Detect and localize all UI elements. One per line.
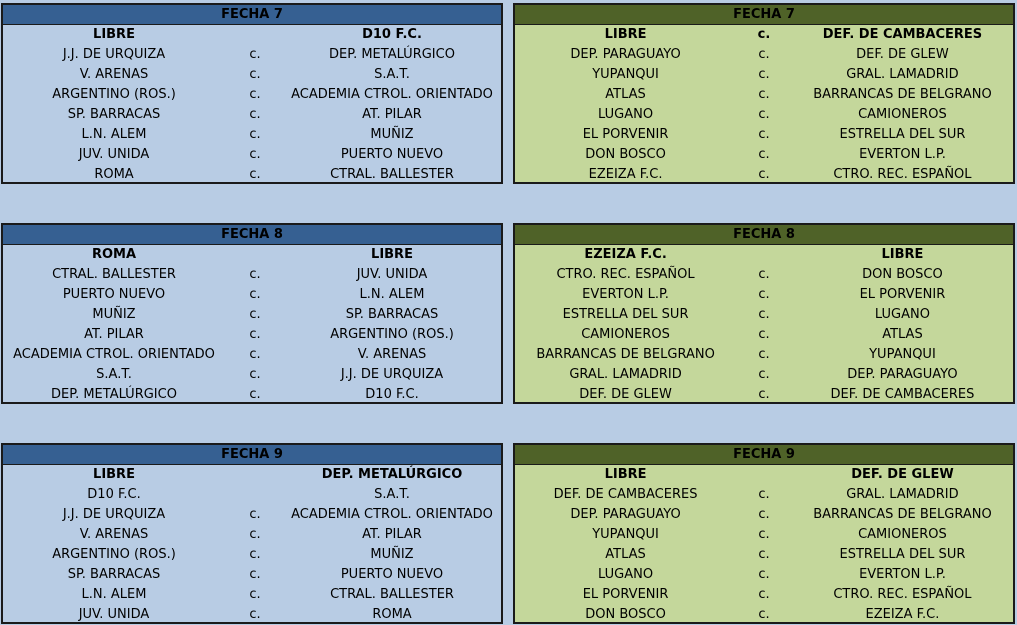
away-team: PUERTO NUEVO — [340, 567, 444, 582]
away-team: BARRANCAS DE BELGRANO — [813, 507, 992, 522]
header-row — [515, 465, 1013, 485]
versus-mark — [225, 25, 285, 45]
match-row — [3, 525, 501, 545]
home-team: ATLAS — [605, 547, 646, 562]
match-row — [515, 545, 1013, 565]
home-team: LUGANO — [598, 107, 654, 122]
away-team: DEF. DE CAMBACERES — [822, 27, 983, 42]
away-team: S.A.T. — [374, 67, 410, 82]
home-team: SP. BARRACAS — [67, 107, 161, 122]
away-team: CTRO. REC. ESPAÑOL — [833, 587, 972, 602]
away-team: L.N. ALEM — [359, 287, 425, 302]
home-team: EZEIZA F.C. — [588, 167, 663, 182]
home-team: MUÑIZ — [92, 307, 136, 322]
match-row — [3, 85, 501, 105]
header-row — [3, 25, 501, 45]
home-team: L.N. ALEM — [81, 127, 147, 142]
away-team: ESTRELLA DEL SUR — [839, 547, 966, 562]
fixture-block-zone-b — [513, 223, 1015, 404]
versus-mark: c. — [249, 267, 261, 282]
home-team: DEP. PARAGUAYO — [570, 47, 681, 62]
home-team: LIBRE — [93, 467, 135, 482]
match-row — [515, 65, 1013, 85]
home-team: EZEIZA F.C. — [584, 247, 667, 262]
home-team: DEF. DE CAMBACERES — [553, 487, 698, 502]
header-row — [3, 465, 501, 485]
home-team: DON BOSCO — [585, 147, 666, 162]
home-team: SP. BARRACAS — [67, 567, 161, 582]
versus-mark: c. — [249, 567, 261, 582]
versus-mark: c. — [757, 27, 771, 42]
versus-mark: c. — [249, 287, 261, 302]
versus-mark: c. — [249, 347, 261, 362]
match-row — [515, 45, 1013, 65]
home-team: ATLAS — [605, 87, 646, 102]
versus-mark: c. — [758, 67, 770, 82]
away-team: ATLAS — [882, 327, 923, 342]
home-team: LIBRE — [604, 27, 647, 42]
away-team: LUGANO — [874, 307, 930, 322]
versus-mark: c. — [249, 607, 261, 622]
away-team: DEP. METALÚRGICO — [321, 467, 463, 482]
match-row — [515, 565, 1013, 585]
match-row — [515, 505, 1013, 525]
away-team: DEF. DE CAMBACERES — [830, 387, 975, 402]
home-team: CTRO. REC. ESPAÑOL — [556, 267, 695, 282]
away-team: J.J. DE URQUIZA — [340, 367, 444, 382]
fecha-title: FECHA 9 — [3, 445, 501, 465]
home-team: YUPANQUI — [592, 67, 659, 82]
fecha-title: FECHA 7 — [515, 5, 1013, 25]
home-team: D10 F.C. — [87, 487, 141, 502]
match-row — [515, 605, 1013, 625]
match-row — [3, 605, 501, 625]
header-row — [515, 245, 1013, 265]
versus-mark: c. — [758, 267, 770, 282]
home-team: ROMA — [94, 167, 134, 182]
away-team: S.A.T. — [374, 487, 410, 502]
match-row — [3, 105, 501, 125]
away-team: AT. PILAR — [362, 107, 422, 122]
home-team: LIBRE — [604, 467, 647, 482]
versus-mark: c. — [249, 547, 261, 562]
fixture-block-zone-a — [1, 3, 503, 184]
versus-mark: c. — [249, 507, 261, 522]
versus-mark: c. — [758, 147, 770, 162]
home-team: J.J. DE URQUIZA — [62, 47, 166, 62]
away-team: EZEIZA F.C. — [865, 607, 940, 622]
versus-mark: c. — [249, 127, 261, 142]
versus-mark: c. — [758, 167, 770, 182]
match-row — [515, 265, 1013, 285]
home-team: CTRAL. BALLESTER — [52, 267, 176, 282]
versus-mark: c. — [249, 367, 261, 382]
fixture-block-zone-a — [1, 223, 503, 404]
home-team: ESTRELLA DEL SUR — [562, 307, 689, 322]
versus-mark: c. — [249, 67, 261, 82]
home-team: L.N. ALEM — [81, 587, 147, 602]
home-team: DEF. DE GLEW — [579, 387, 672, 402]
versus-mark — [225, 465, 285, 485]
match-row — [3, 65, 501, 85]
match-row — [515, 325, 1013, 345]
home-team: ARGENTINO (ROS.) — [52, 87, 176, 102]
away-team: EVERTON L.P. — [859, 147, 946, 162]
match-row — [3, 585, 501, 605]
header-row — [515, 25, 1013, 45]
home-team: DEP. METALÚRGICO — [51, 387, 177, 402]
versus-mark: c. — [249, 47, 261, 62]
match-row — [515, 385, 1013, 405]
match-row — [515, 165, 1013, 185]
fixture-block-zone-b — [513, 443, 1015, 624]
away-team: PUERTO NUEVO — [340, 147, 444, 162]
home-team: LUGANO — [598, 567, 654, 582]
away-team: V. ARENAS — [357, 347, 427, 362]
versus-mark: c. — [758, 307, 770, 322]
versus-mark: c. — [758, 347, 770, 362]
versus-mark: c. — [758, 107, 770, 122]
home-team: AT. PILAR — [84, 327, 144, 342]
away-team: CTRAL. BALLESTER — [330, 167, 454, 182]
versus-mark: c. — [249, 387, 261, 402]
away-team: SP. BARRACAS — [345, 307, 439, 322]
home-team: LIBRE — [93, 27, 135, 42]
match-row — [3, 505, 501, 525]
versus-mark: c. — [249, 147, 261, 162]
fixture-block-zone-b — [513, 3, 1015, 184]
match-row — [3, 125, 501, 145]
versus-mark: c. — [758, 607, 770, 622]
away-team: D10 F.C. — [365, 387, 419, 402]
away-team: EVERTON L.P. — [859, 567, 946, 582]
away-team: GRAL. LAMADRID — [846, 487, 959, 502]
versus-mark: c. — [758, 287, 770, 302]
home-team: ROMA — [91, 247, 137, 262]
away-team: CAMIONEROS — [858, 107, 947, 122]
versus-mark: c. — [758, 587, 770, 602]
home-team: EL PORVENIR — [582, 127, 669, 142]
away-team: DON BOSCO — [862, 267, 943, 282]
away-team: BARRANCAS DE BELGRANO — [813, 87, 992, 102]
fecha-title: FECHA 9 — [515, 445, 1013, 465]
versus-mark: c. — [758, 487, 770, 502]
home-team: JUV. UNIDA — [78, 147, 150, 162]
match-row — [515, 85, 1013, 105]
match-row — [3, 345, 501, 365]
home-team: EL PORVENIR — [582, 587, 669, 602]
away-team: MUÑIZ — [370, 127, 414, 142]
away-team: DEP. PARAGUAYO — [847, 367, 958, 382]
versus-mark — [225, 245, 285, 265]
away-team: ACADEMIA CTROL. ORIENTADO — [291, 87, 493, 102]
versus-mark: c. — [758, 507, 770, 522]
match-row — [515, 105, 1013, 125]
versus-mark: c. — [758, 527, 770, 542]
home-team: ACADEMIA CTROL. ORIENTADO — [13, 347, 215, 362]
fecha-title: FECHA 8 — [3, 225, 501, 245]
versus-mark: c. — [249, 307, 261, 322]
versus-mark: c. — [758, 327, 770, 342]
versus-mark: c. — [249, 327, 261, 342]
away-team: LIBRE — [881, 247, 924, 262]
home-team: J.J. DE URQUIZA — [62, 507, 166, 522]
away-team: EL PORVENIR — [859, 287, 946, 302]
match-row — [515, 585, 1013, 605]
away-team: YUPANQUI — [869, 347, 936, 362]
versus-mark: c. — [249, 107, 261, 122]
home-team: V. ARENAS — [79, 67, 149, 82]
home-team: JUV. UNIDA — [78, 607, 150, 622]
match-row — [3, 305, 501, 325]
home-team: DON BOSCO — [585, 607, 666, 622]
versus-mark: c. — [758, 547, 770, 562]
match-row — [515, 305, 1013, 325]
away-team: DEF. DE GLEW — [851, 467, 954, 482]
fecha-title: FECHA 8 — [515, 225, 1013, 245]
versus-mark: c. — [758, 47, 770, 62]
away-team: AT. PILAR — [362, 527, 422, 542]
match-row — [515, 365, 1013, 385]
versus-mark: c. — [758, 87, 770, 102]
match-row — [3, 265, 501, 285]
fixture-block-zone-a — [1, 443, 503, 624]
away-team: JUV. UNIDA — [356, 267, 428, 282]
away-team: CTRAL. BALLESTER — [330, 587, 454, 602]
versus-mark: c. — [758, 567, 770, 582]
match-row — [515, 525, 1013, 545]
away-team: DEF. DE GLEW — [856, 47, 949, 62]
home-team: CAMIONEROS — [581, 327, 670, 342]
match-row — [515, 485, 1013, 505]
match-row — [515, 125, 1013, 145]
match-row — [3, 45, 501, 65]
match-row — [515, 145, 1013, 165]
home-team: V. ARENAS — [79, 527, 149, 542]
versus-mark: c. — [249, 87, 261, 102]
away-team: ARGENTINO (ROS.) — [330, 327, 454, 342]
home-team: DEP. PARAGUAYO — [570, 507, 681, 522]
versus-mark: c. — [249, 167, 261, 182]
match-row — [3, 385, 501, 405]
home-team: GRAL. LAMADRID — [569, 367, 682, 382]
match-row — [515, 345, 1013, 365]
match-row — [3, 545, 501, 565]
versus-mark: c. — [249, 527, 261, 542]
away-team: CAMIONEROS — [858, 527, 947, 542]
fecha-title: FECHA 7 — [3, 5, 501, 25]
away-team: CTRO. REC. ESPAÑOL — [833, 167, 972, 182]
match-row — [3, 565, 501, 585]
away-team: LIBRE — [371, 247, 413, 262]
away-team: ROMA — [372, 607, 412, 622]
home-team: S.A.T. — [96, 367, 132, 382]
away-team: MUÑIZ — [370, 547, 414, 562]
versus-mark: c. — [758, 127, 770, 142]
home-team: ARGENTINO (ROS.) — [52, 547, 176, 562]
match-row — [3, 145, 501, 165]
match-row — [3, 325, 501, 345]
versus-mark — [736, 465, 792, 485]
away-team: ACADEMIA CTROL. ORIENTADO — [291, 507, 493, 522]
header-row — [3, 245, 501, 265]
versus-mark: c. — [758, 387, 770, 402]
match-row — [515, 285, 1013, 305]
away-team: DEP. METALÚRGICO — [329, 47, 455, 62]
versus-mark: c. — [758, 367, 770, 382]
home-team: PUERTO NUEVO — [62, 287, 166, 302]
away-team: D10 F.C. — [362, 27, 422, 42]
versus-mark: c. — [249, 587, 261, 602]
versus-mark — [736, 245, 792, 265]
home-team: YUPANQUI — [592, 527, 659, 542]
match-row — [3, 365, 501, 385]
away-team: GRAL. LAMADRID — [846, 67, 959, 82]
versus-mark — [225, 485, 285, 505]
home-team: BARRANCAS DE BELGRANO — [536, 347, 715, 362]
match-row — [3, 485, 501, 505]
home-team: EVERTON L.P. — [582, 287, 669, 302]
away-team: ESTRELLA DEL SUR — [839, 127, 966, 142]
match-row — [3, 165, 501, 185]
match-row — [3, 285, 501, 305]
